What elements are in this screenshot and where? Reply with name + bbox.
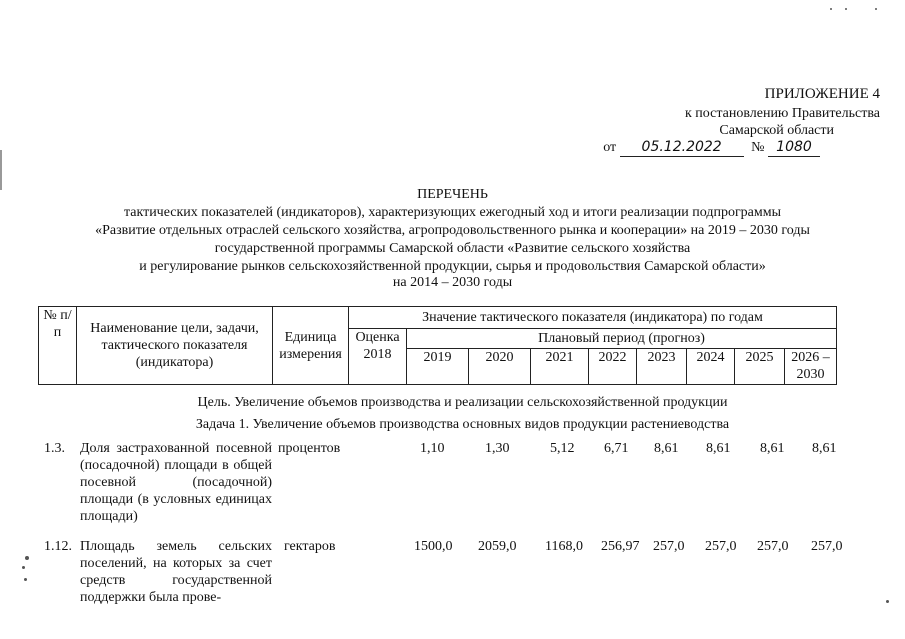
- row-value: 8,61: [654, 441, 679, 456]
- row-unit: процентов: [278, 441, 341, 456]
- col-header-num: № п/п: [39, 307, 77, 385]
- row-value: 8,61: [760, 441, 785, 456]
- scan-speck: [830, 8, 832, 10]
- row-value: 257,0: [757, 539, 789, 554]
- handwritten-number: 1080: [768, 139, 820, 157]
- col-header-estimate: Оценка 2018: [349, 329, 407, 385]
- heading-line-4: и регулирование рынков сельскохозяйственной продукции, сырья и продовольствия Самарской области»: [139, 259, 766, 274]
- goal-text: Цель. Увеличение объемов производства и реализации сельскохозяйственной продукции: [197, 395, 728, 410]
- scan-speck: [22, 566, 25, 569]
- document-title: ПЕРЕЧЕНЬ: [417, 187, 488, 202]
- year-header: 2026 – 2030: [785, 349, 837, 385]
- handwritten-date: 05.12.2022: [620, 139, 744, 157]
- row-number: 1.12.: [44, 539, 72, 554]
- year-header: 2020: [469, 349, 531, 385]
- indicators-table-header: [38, 306, 837, 385]
- appendix-line-2: к постановлению Правительства: [684, 106, 880, 121]
- row-name: Доля застрахованной посевной (посадочной) площади в общей посевной (посадочной) площади (в условных единицах площади): [80, 441, 272, 524]
- col-header-plan: Плановый период (прогноз): [407, 329, 837, 349]
- from-label: от: [603, 140, 617, 155]
- scan-left-edge-mark: [0, 150, 2, 190]
- year-header: 2023: [637, 349, 687, 385]
- year-header: 2025: [735, 349, 785, 385]
- row-name: Площадь земель сельских поселений, на которых за счет средств государственной поддержки была прове-: [80, 539, 272, 605]
- col-header-name: Наименование цели, задачи, тактического показателя (индикатора): [77, 307, 273, 385]
- appendix-block: [560, 86, 880, 157]
- year-header: 2021: [531, 349, 589, 385]
- appendix-line-3: Самарской области: [719, 123, 834, 138]
- row-value: 257,0: [653, 539, 685, 554]
- row-value: 257,0: [705, 539, 737, 554]
- heading-line-2: «Развитие отдельных отраслей сельского хозяйства, агропродовольственного рынка и кооперации» на 2019 – 2030 годы: [95, 223, 810, 238]
- row-number: 1.3.: [44, 441, 65, 456]
- row-value: 1500,0: [414, 539, 453, 554]
- row-value: 1168,0: [545, 539, 583, 554]
- scan-speck: [25, 556, 29, 560]
- row-unit: гектаров: [284, 539, 336, 554]
- year-header: 2024: [687, 349, 735, 385]
- appendix-title: ПРИЛОЖЕНИЕ 4: [764, 86, 880, 102]
- heading-line-3: государственной программы Самарской области «Развитие сельского хозяйства: [214, 241, 691, 256]
- scan-speck: [875, 8, 877, 10]
- row-value: 8,61: [812, 441, 837, 456]
- row-value: 8,61: [706, 441, 731, 456]
- appendix-date-line: [560, 139, 880, 157]
- row-value: 1,10: [420, 441, 445, 456]
- row-value: 2059,0: [478, 539, 517, 554]
- scan-speck: [886, 600, 889, 603]
- scan-speck: [24, 578, 27, 581]
- task-text: Задача 1. Увеличение объемов производства основных видов продукции растениеводства: [195, 417, 730, 432]
- row-value: 256,97: [601, 539, 640, 554]
- col-header-values: Значение тактического показателя (индикатора) по годам: [349, 307, 837, 329]
- row-value: 6,71: [604, 441, 629, 456]
- year-header: 2019: [407, 349, 469, 385]
- row-value: 5,12: [550, 441, 575, 456]
- year-header: 2022: [589, 349, 637, 385]
- row-value: 1,30: [485, 441, 510, 456]
- col-header-unit: Единица измерения: [273, 307, 349, 385]
- heading-line-1: тактических показателей (индикаторов), характеризующих ежегодный ход и итоги реализации подпрограммы: [123, 205, 782, 220]
- heading-line-5: на 2014 – 2030 годы: [392, 275, 513, 290]
- number-label: №: [751, 140, 765, 155]
- scan-speck: [845, 8, 847, 10]
- row-value: 257,0: [811, 539, 843, 554]
